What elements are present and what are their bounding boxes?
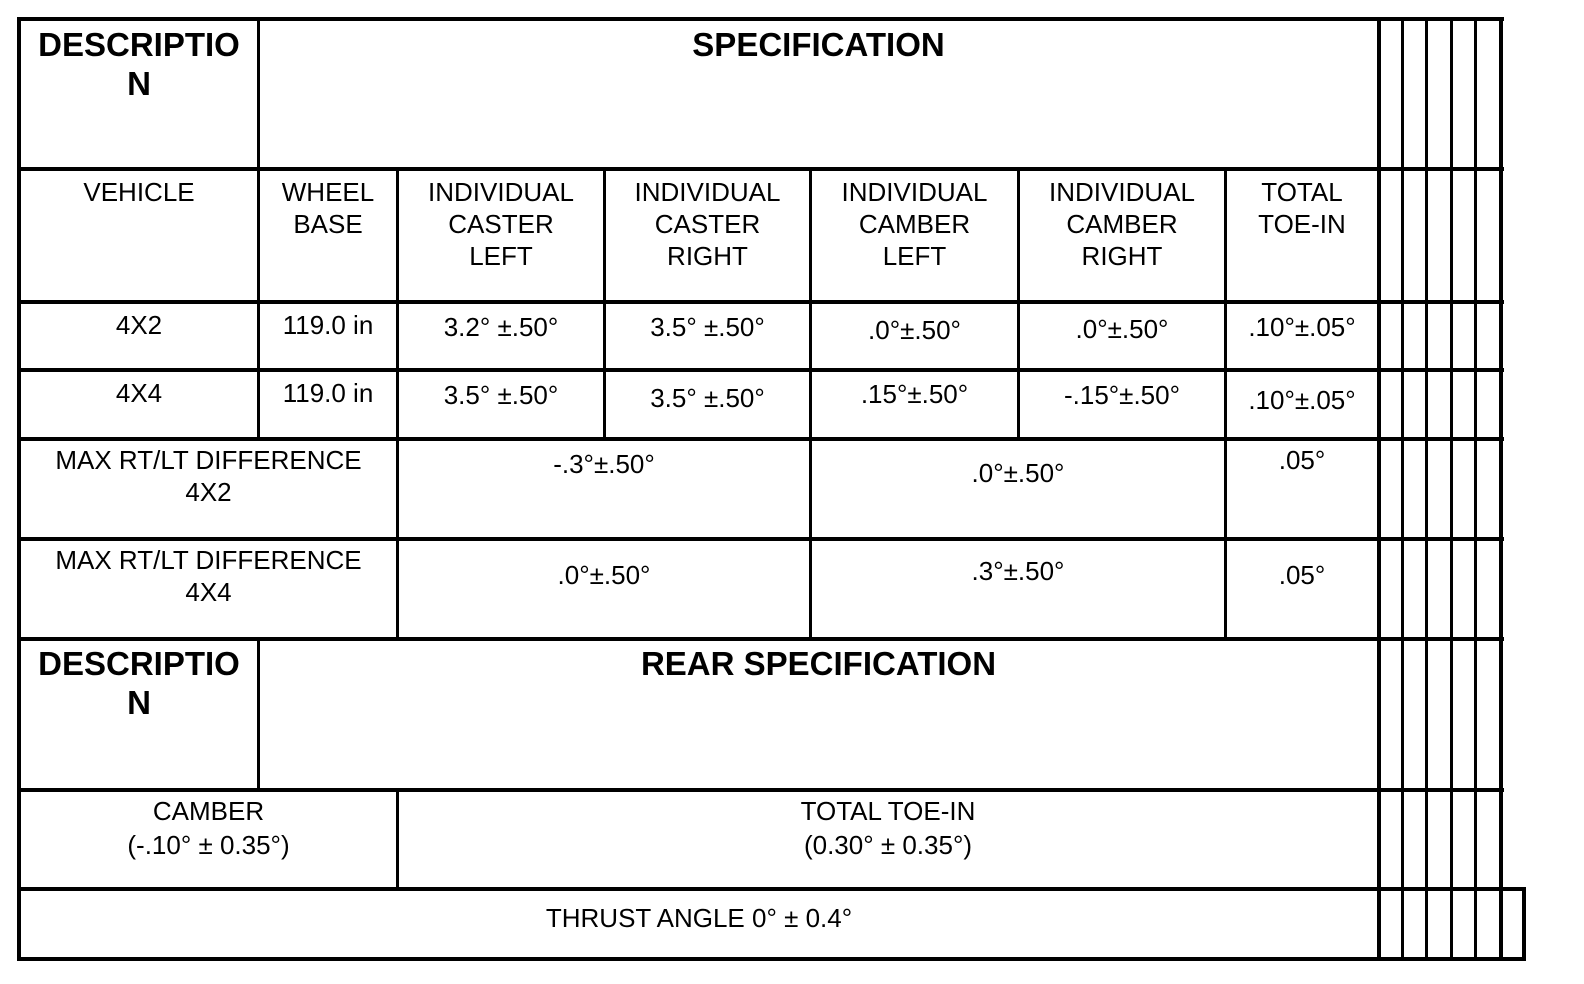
rear-specification-title: REAR SPECIFICATION bbox=[640, 645, 997, 682]
rule-header-bottom bbox=[17, 167, 1504, 171]
rear-description-line-1: DESCRIPTIO bbox=[38, 645, 240, 682]
row-4x2-camber-right: .0°±.50° bbox=[1075, 314, 1169, 344]
rule-diff1-bottom bbox=[17, 537, 1504, 541]
margin-rule-2 bbox=[1401, 17, 1404, 961]
row-4x2-camber-left: .0°±.50° bbox=[868, 315, 961, 345]
row-4x4-wheel-base: 119.0 in bbox=[282, 378, 374, 408]
row-4x4-vehicle: 4X4 bbox=[115, 378, 163, 408]
margin-rule-4 bbox=[1450, 17, 1453, 961]
row-4x2-total-toe-in: .10°±.05° bbox=[1248, 312, 1356, 342]
rear-camber-value: (-.10° ± 0.35°) bbox=[127, 830, 290, 860]
rear-toe-value: (0.30° ± 0.35°) bbox=[803, 830, 973, 860]
header-caster-left-line-2: CASTER bbox=[448, 209, 554, 239]
margin-rule-5 bbox=[1474, 17, 1477, 961]
header-caster-left bbox=[399, 176, 603, 272]
max-diff-4x2-caster: -.3°±.50° bbox=[553, 449, 655, 479]
header-caster-right-line-1: INDIVIDUAL bbox=[634, 177, 781, 207]
margin-rule-6 bbox=[1499, 17, 1503, 961]
margin-rule-7 bbox=[1522, 887, 1526, 961]
rear-description-line-2: N bbox=[127, 684, 151, 721]
max-diff-4x4-label-line-2: 4X4 bbox=[185, 577, 232, 607]
max-diff-4x4-label-line-1: MAX RT/LT DIFFERENCE bbox=[55, 545, 362, 575]
description-line-1: DESCRIPTIO bbox=[38, 26, 240, 63]
header-total-toe-in bbox=[1227, 176, 1377, 240]
header-vehicle: VEHICLE bbox=[83, 177, 195, 207]
margin-rule-1 bbox=[1377, 17, 1381, 961]
rule-row2-bottom bbox=[17, 437, 1504, 441]
row-4x2-caster-right: 3.5° ±.50° bbox=[650, 312, 765, 342]
thrust-angle: THRUST ANGLE 0° ± 0.4° bbox=[545, 903, 853, 933]
header-camber-right-line-3: RIGHT bbox=[1081, 241, 1163, 271]
margin-rule-3 bbox=[1425, 17, 1428, 961]
row-4x4-caster-left: 3.5° ±.50° bbox=[443, 380, 559, 410]
header-camber-left-line-3: LEFT bbox=[882, 241, 947, 271]
rear-description-header bbox=[21, 644, 257, 722]
rule-bottom bbox=[17, 957, 1526, 961]
header-caster-right-line-2: CASTER bbox=[654, 209, 761, 239]
max-diff-4x2-camber: .0°±.50° bbox=[971, 458, 1065, 488]
rear-total-toe-in bbox=[399, 795, 1377, 861]
max-diff-4x2-label bbox=[21, 444, 396, 508]
header-caster-right-line-3: RIGHT bbox=[667, 241, 748, 271]
rule-top bbox=[17, 17, 1504, 21]
row-4x2-wheel-base: 119.0 in bbox=[282, 310, 374, 340]
rule-diff2-bottom bbox=[17, 637, 1504, 641]
row-4x4-camber-left: .15°±.50° bbox=[860, 379, 969, 409]
rear-camber-label: CAMBER bbox=[152, 796, 265, 826]
max-diff-4x4-label bbox=[21, 544, 396, 608]
description-line-2: N bbox=[127, 65, 151, 102]
specification-title: SPECIFICATION bbox=[692, 26, 945, 63]
row-4x4-caster-right: 3.5° ±.50° bbox=[650, 383, 765, 413]
header-caster-left-line-3: LEFT bbox=[469, 241, 533, 271]
row-4x2-vehicle: 4X2 bbox=[115, 310, 163, 340]
row-4x4-total-toe-in: .10°±.05° bbox=[1248, 385, 1356, 415]
rear-toe-label: TOTAL TOE-IN bbox=[800, 796, 976, 826]
header-camber-right bbox=[1020, 176, 1224, 272]
header-total-toe-in-line-2: TOE-IN bbox=[1258, 209, 1346, 239]
header-wheel-base-line-1: WHEEL bbox=[281, 177, 375, 207]
max-diff-4x2-toe: .05° bbox=[1278, 445, 1326, 475]
max-diff-4x2-label-line-2: 4X2 bbox=[185, 477, 232, 507]
rule-colhead-bottom bbox=[17, 300, 1504, 304]
header-wheel-base-line-2: BASE bbox=[293, 209, 363, 239]
max-diff-4x4-caster: .0°±.50° bbox=[557, 560, 651, 590]
rule-rear-header-bottom bbox=[17, 788, 1504, 792]
header-caster-right bbox=[606, 176, 809, 272]
row-4x2-caster-left: 3.2° ±.50° bbox=[443, 312, 559, 342]
row-4x4-camber-right: -.15°±.50° bbox=[1063, 380, 1180, 410]
header-caster-left-line-1: INDIVIDUAL bbox=[428, 177, 574, 207]
header-camber-right-line-1: INDIVIDUAL bbox=[1049, 177, 1195, 207]
max-diff-4x4-toe: .05° bbox=[1278, 560, 1326, 590]
rear-camber bbox=[21, 795, 396, 861]
header-wheel-base bbox=[260, 176, 396, 240]
rule-row1-bottom bbox=[17, 368, 1504, 372]
header-camber-left-line-2: CAMBER bbox=[858, 209, 971, 239]
max-diff-4x2-label-line-1: MAX RT/LT DIFFERENCE bbox=[55, 445, 362, 475]
header-total-toe-in-line-1: TOTAL bbox=[1261, 177, 1343, 207]
description-header bbox=[21, 25, 257, 103]
header-camber-right-line-2: CAMBER bbox=[1066, 209, 1178, 239]
header-camber-left bbox=[812, 176, 1017, 272]
max-diff-4x4-camber: .3°±.50° bbox=[971, 556, 1065, 586]
rule-rear-values-bottom bbox=[17, 887, 1526, 891]
header-camber-left-line-1: INDIVIDUAL bbox=[841, 177, 988, 207]
